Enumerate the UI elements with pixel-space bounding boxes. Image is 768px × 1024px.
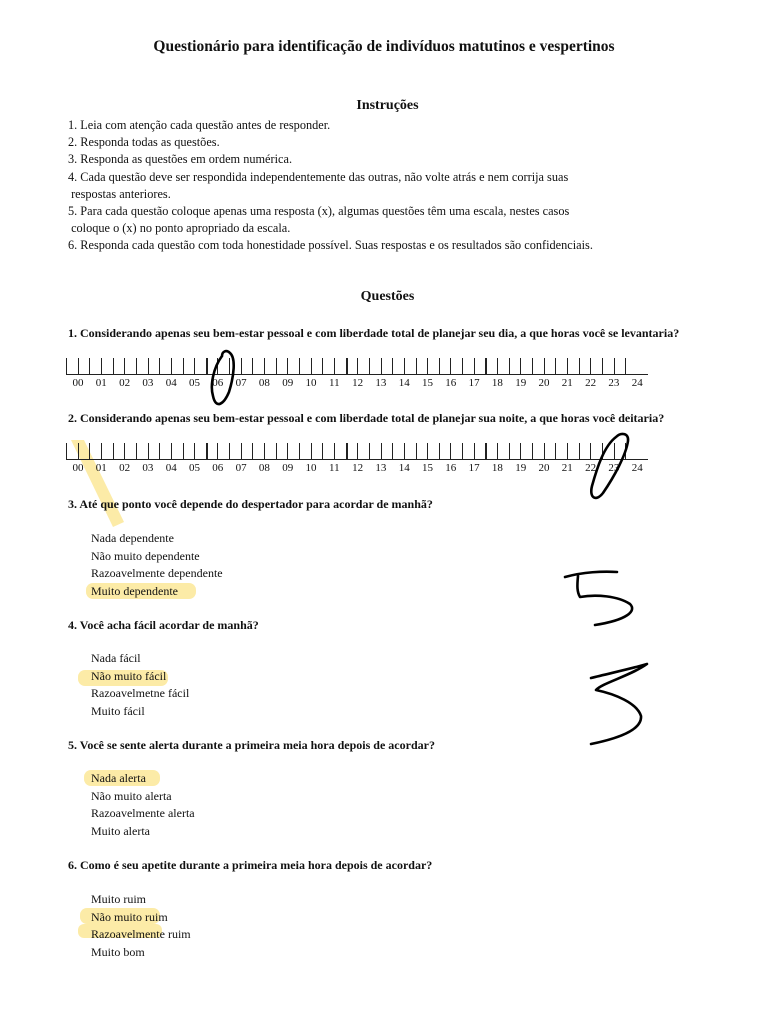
option[interactable]: Razoavelmente dependente (91, 566, 223, 580)
scale-label-10[interactable]: 10 (305, 462, 317, 474)
option[interactable]: Nada fácil (91, 651, 141, 665)
scale-label-11[interactable]: 11 (329, 377, 340, 389)
scale-label-05[interactable]: 05 (189, 462, 200, 474)
instruction-line: 1. Leia com atenção cada questão antes de responder. (68, 118, 331, 132)
scale-label-12[interactable]: 12 (352, 462, 364, 474)
scale-label-24[interactable]: 24 (631, 377, 643, 389)
scale-label-09[interactable]: 09 (282, 462, 294, 474)
question-4: 4. Você acha fácil acordar de manhã? (68, 618, 259, 632)
scale-label-22[interactable]: 22 (585, 462, 597, 474)
instruction-line: 5. Para cada questão coloque apenas uma resposta (x), algumas questões têm uma escala, nestes casos (68, 204, 570, 219)
scale-label-20[interactable]: 20 (538, 377, 550, 389)
scale-label-14[interactable]: 14 (398, 377, 410, 389)
question-6: 6. Como é seu apetite durante a primeira meia hora depois de acordar? (68, 858, 433, 872)
instruction-line: coloque o (x) no ponto apropriado da escala. (68, 221, 291, 236)
option[interactable]: Razoavelmente ruim (91, 927, 191, 941)
option-selected[interactable]: Não muito fácil (91, 668, 167, 683)
scale-label-11[interactable]: 11 (329, 462, 340, 474)
scale-label-19[interactable]: 19 (515, 377, 527, 389)
instruction-line: 3. Responda as questões em ordem numérica. (68, 152, 293, 167)
scale-label-24[interactable]: 24 (631, 462, 643, 474)
scale-label-00[interactable]: 00 (72, 377, 84, 389)
scale-label-18[interactable]: 18 (491, 377, 503, 389)
handwritten-circle-q2 (591, 434, 628, 498)
scale-label-14[interactable]: 14 (398, 462, 410, 474)
option[interactable]: Muito bom (91, 944, 145, 959)
option[interactable]: Não muito dependente (91, 548, 200, 563)
option[interactable]: Nada dependente (91, 531, 174, 545)
option-selected[interactable]: Muito dependente (91, 583, 178, 598)
scale-label-20[interactable]: 20 (538, 462, 550, 474)
scale-label-03[interactable]: 03 (142, 462, 154, 474)
scale-label-06[interactable]: 06 (212, 377, 224, 389)
scale-label-09[interactable]: 09 (282, 377, 294, 389)
scale-label-13[interactable]: 13 (375, 377, 387, 389)
scale-label-22[interactable]: 22 (585, 377, 597, 389)
question-3: 3. Até que ponto você depende do despertador para acordar de manhã? (68, 497, 433, 511)
scale-label-01[interactable]: 01 (95, 462, 107, 474)
scale-label-18[interactable]: 18 (491, 462, 503, 474)
scale-label-07[interactable]: 07 (235, 462, 247, 474)
scale-label-04[interactable]: 04 (165, 462, 177, 474)
scale-label-21[interactable]: 21 (561, 462, 573, 474)
scale-label-02[interactable]: 02 (119, 377, 131, 389)
handwritten-mark-1 (565, 572, 632, 625)
scale-label-12[interactable]: 12 (352, 377, 364, 389)
scale-label-03[interactable]: 03 (142, 377, 154, 389)
scale-label-00[interactable]: 00 (72, 462, 84, 474)
option[interactable]: Muito fácil (91, 703, 145, 718)
handwritten-circle-q1 (212, 351, 234, 404)
scale-label-21[interactable]: 21 (561, 377, 573, 389)
scale-label-17[interactable]: 17 (468, 377, 480, 389)
instructions-heading: Instruções (356, 98, 419, 113)
instruction-line: respostas anteriores. (68, 186, 171, 201)
scale-label-05[interactable]: 05 (189, 377, 200, 389)
scale-label-23[interactable]: 23 (608, 462, 620, 474)
scale-label-16[interactable]: 16 (445, 377, 457, 389)
option-selected[interactable]: Nada alerta (91, 771, 146, 785)
document-title: Questionário para identificação de indivíduos matutinos e vespertinos (153, 38, 615, 55)
handwritten-mark-2 (591, 664, 647, 744)
scale-label-13[interactable]: 13 (375, 462, 387, 474)
option[interactable]: Não muito alerta (91, 788, 172, 803)
scale-label-17[interactable]: 17 (468, 462, 480, 474)
scale-label-15[interactable]: 15 (422, 462, 433, 474)
question-2: 2. Considerando apenas seu bem-estar pessoal e com liberdade total de planejar sua noite, a que horas você deitaria? (68, 411, 665, 425)
option[interactable]: Muito alerta (91, 823, 150, 838)
instruction-line: 4. Cada questão deve ser respondida independentemente das outras, não volte atrás e nem corrija suas (68, 169, 569, 184)
questions-heading: Questões (360, 289, 415, 304)
option[interactable]: Muito ruim (91, 892, 147, 906)
scale-label-10[interactable]: 10 (305, 377, 317, 389)
scale-label-04[interactable]: 04 (165, 377, 177, 389)
scale-label-07[interactable]: 07 (235, 377, 247, 389)
instruction-line: 6. Responda cada questão com toda honestidade possível. Suas respostas e os resultados são confidenciais. (68, 238, 593, 253)
option[interactable]: Razoavelmente alerta (91, 806, 195, 820)
scale-label-08[interactable]: 08 (258, 462, 270, 474)
scale-label-23[interactable]: 23 (608, 377, 620, 389)
scale-label-08[interactable]: 08 (258, 377, 270, 389)
scale-label-15[interactable]: 15 (422, 377, 433, 389)
scale-label-06[interactable]: 06 (212, 462, 224, 474)
option[interactable]: Razoavelmetne fácil (91, 686, 190, 700)
scale-label-19[interactable]: 19 (515, 462, 527, 474)
question-5: 5. Você se sente alerta durante a primeira meia hora depois de acordar? (68, 738, 435, 752)
question-1: 1. Considerando apenas seu bem-estar pessoal e com liberdade total de planejar seu dia, a que horas você se levantaria? (68, 326, 680, 340)
scale-label-16[interactable]: 16 (445, 462, 457, 474)
instruction-line: 2. Responda todas as questões. (68, 135, 220, 150)
option-selected[interactable]: Não muito ruim (91, 909, 168, 924)
scale-label-02[interactable]: 02 (119, 462, 131, 474)
scale-label-01[interactable]: 01 (95, 377, 107, 389)
